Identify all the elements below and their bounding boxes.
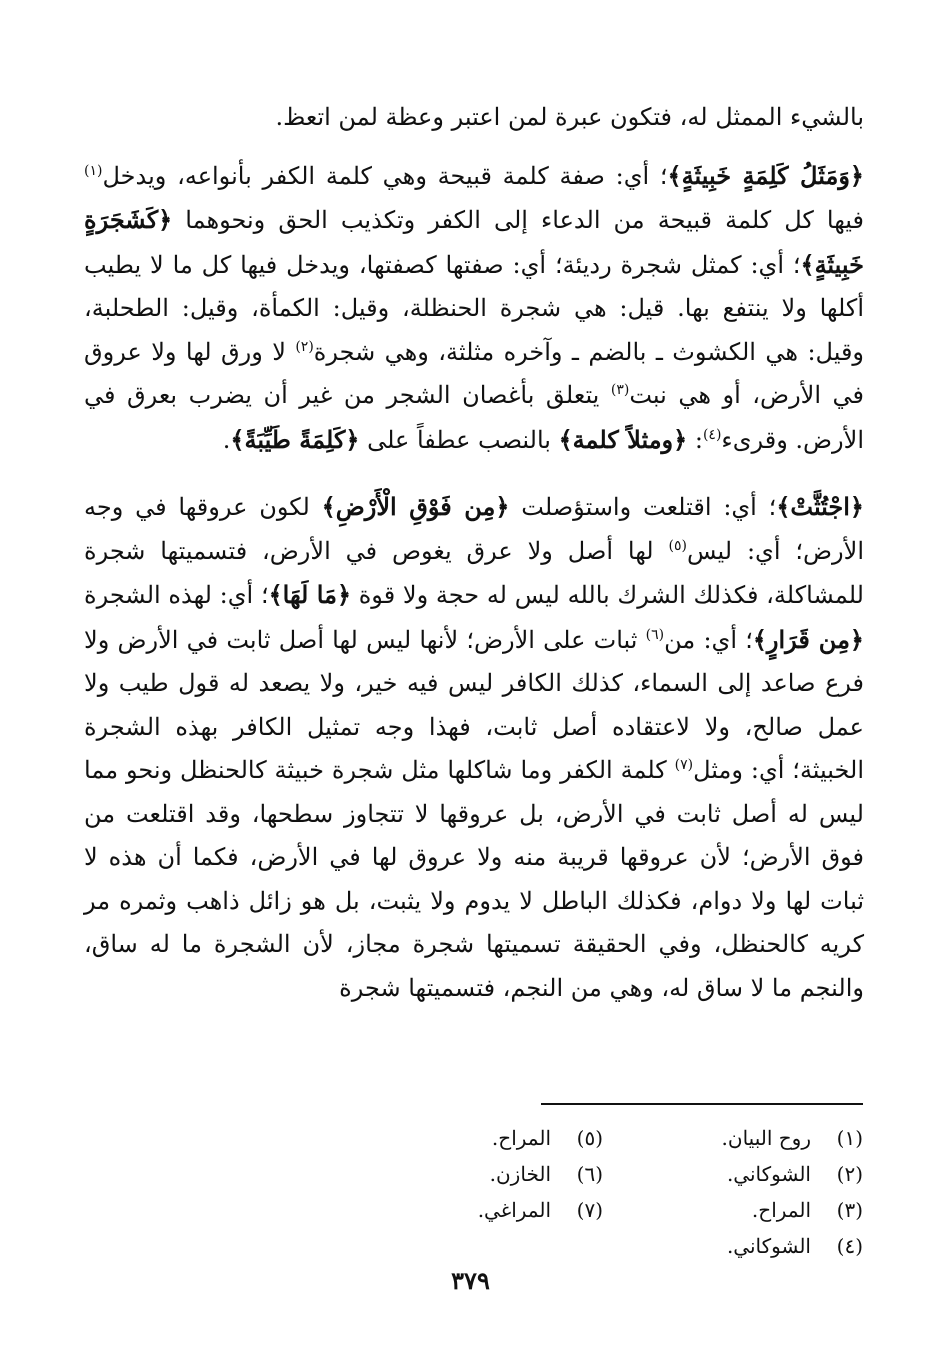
footnote-marker: (٤) [702, 426, 722, 443]
footnote-number: (٣) [836, 1198, 863, 1222]
quran-quote: ﴿ومثلاً كلمة﴾ [558, 424, 688, 454]
paragraph-2 [84, 154, 864, 463]
page-number: ٣٧٩ [451, 1266, 490, 1295]
quran-quote: ﴿كَلِمَةً طَيِّبَةً﴾ [230, 424, 360, 454]
text-run: بالشيء الممثل له، فتكون عبرة لمن اعتبر وعظة لمن اتعظ. [275, 103, 864, 131]
footnotes-left-column [343, 1120, 603, 1264]
footnote-item [603, 1156, 863, 1192]
footnote-number: (١) [836, 1126, 863, 1150]
text-run: ؛ أي: كمثل شجرة رديئة؛ أي: صفتها كصفتها، ويدخل فيها كل ما لا يطيب أكلها ولا ينتفع بها. قيل: هي شجرة الحنظلة، وقيل: الكمأة، وقيل: الطحلبة، وقيل: هي الكشوث ـ بالضم ـ وآخره مثلثة، وهي شجرة [84, 250, 865, 366]
footnote-text: المراغي. [477, 1198, 551, 1222]
footnote-number: (٦) [576, 1162, 603, 1186]
footnote-number: (٢) [836, 1162, 863, 1186]
footnote-text: الشوكاني. [726, 1162, 811, 1186]
text-run: ثبات على الأرض؛ لأنها ليس لها أصل ثابت في الأرض ولا فرع صاعد إلى السماء، كذلك الكافر ليس فيه خير، ولا يصعد له قول طيب ولا عمل صالح، ولا لاعتقاده أصل ثابت، فهذا وجه تمثيل الكافر بهذه الشجرة الخبيثة؛ أي: ومثل [84, 625, 865, 784]
quran-quote: ﴿وَمَثَلُ كَلِمَةٍ خَبِيثَةٍ﴾ [667, 160, 864, 190]
footnote-divider [541, 1103, 863, 1105]
paragraph-1 [84, 96, 864, 140]
text-run: لكون عروقها في وجه الأرض؛ أي: ليس [84, 493, 864, 565]
quran-quote: ﴿مِن قَرَارٍ﴾ [752, 624, 864, 654]
text-run: فيها كل كلمة قبيحة من الدعاء إلى الكفر وتكذيب الحق ونحوهما [172, 206, 864, 234]
footnote-number: (٧) [576, 1198, 603, 1222]
footnote-marker: (٢) [295, 338, 314, 355]
footnote-item [343, 1156, 603, 1192]
text-run: يتعلق بأغصان الشجر من غير أن يضرب بعرق في الأرض. وقرىء [84, 381, 864, 454]
footnote-marker: (٣) [610, 382, 630, 398]
text-run: ؛ أي: لهذه الشجرة [84, 581, 269, 609]
text-run: بالنصب عطفاً على [359, 425, 559, 454]
footnote-item [603, 1192, 863, 1228]
footnote-text: المراح. [491, 1126, 551, 1150]
footnotes-right-column [603, 1120, 863, 1264]
footnote-number: (٥) [576, 1126, 603, 1150]
text-run: لها أصل ولا عرق يغوص في الأرض، فتسميتها شجرة للمشاكلة، فكذلك الشرك بالله ليس له حجة ولا قوة [84, 536, 864, 609]
text-run: ؛ أي: اقتلعت واستؤصلت [509, 493, 777, 521]
quran-quote: ﴿كَشَجَرَةٍ خَبِيثَةٍ﴾ [84, 205, 864, 279]
footnote-marker: (٥) [668, 537, 687, 554]
footnote-text: الشوكاني. [726, 1234, 811, 1258]
text-run: . [222, 425, 231, 454]
body-text [84, 96, 864, 1010]
quran-quote: ﴿مِن فَوْقِ الْأَرْضِ﴾ [321, 492, 510, 521]
footnote-item [343, 1120, 603, 1156]
footnote-number: (٤) [836, 1234, 863, 1258]
footnote-text: المراح. [751, 1198, 811, 1222]
footnote-item [603, 1120, 863, 1156]
footnote-marker: (٧) [674, 757, 694, 773]
text-run: : [687, 425, 703, 454]
paragraph-3 [84, 485, 864, 1010]
footnote-item [343, 1192, 603, 1228]
footnote-marker: (٦) [645, 626, 665, 643]
text-run: لا ورق لها ولا عروق في الأرض، أو هي نبت [84, 337, 865, 409]
quran-quote: ﴿مَا لَهَا﴾ [268, 580, 352, 609]
text-run: ؛ أي: صفة كلمة قبيحة وهي كلمة الكفر بأنواعه، ويدخل [102, 161, 668, 190]
quran-quote: ﴿اجْتُثَّتْ﴾ [776, 492, 864, 521]
footnote-marker: (١) [84, 162, 103, 179]
footnote-text: الخازن. [489, 1162, 551, 1186]
footnotes [343, 1120, 863, 1264]
text-run: ؛ أي: من [664, 625, 753, 654]
footnote-item [603, 1228, 863, 1264]
text-run: كلمة الكفر وما شاكلها مثل شجرة خبيثة كالحنظل ونحو مما ليس له أصل ثابت في الأرض، بل عروقها لا تتجاوز سطحها، وقد اقتلعت من فوق الأرض؛ لأن عروقها قريبة منه ولا عروق لها في الأرض، فكما أن هذه لا ثبات لها ولا دوام، فكذلك الباطل لا يدوم ولا يثبت، بل هو زائل ذاهب وثمره مر كريه كالحنظل، وفي الحقيقة تسميتها شجرة مجاز، لأن الشجرة ما له ساق، والنجم ما لا ساق له، وهي من النجم، فتسميتها شجرة [84, 756, 864, 1002]
footnote-text: روح البيان. [721, 1126, 811, 1150]
